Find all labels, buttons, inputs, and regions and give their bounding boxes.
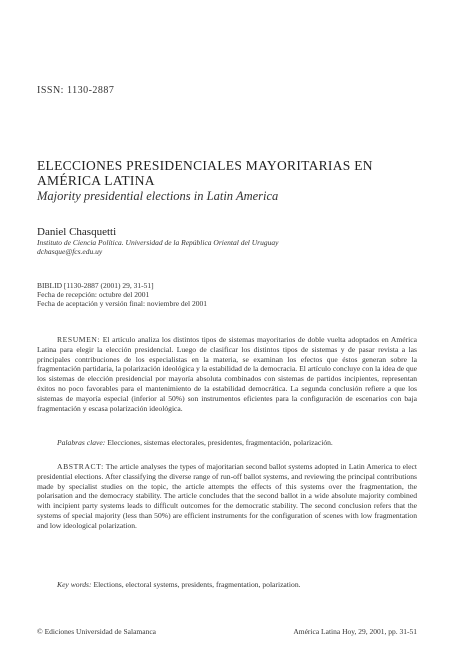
biblid-line: BIBLID [1130-2887 (2001) 29, 31-51]	[37, 281, 154, 290]
footer-journal: América Latina Hoy, 29, 2001, pp. 31-51	[293, 627, 417, 636]
resumen-paragraph	[37, 335, 417, 413]
abstract-paragraph	[37, 462, 417, 531]
resumen-lead: RESUMEN:	[57, 335, 101, 344]
palabras-clave	[37, 438, 417, 448]
abstract-lead: ABSTRACT:	[57, 462, 104, 471]
received-date: Fecha de recepción: octubre del 2001	[37, 290, 150, 299]
key-words	[37, 580, 417, 590]
author-email: dchasque@fcs.edu.uy	[37, 247, 103, 256]
footer-publisher: © Ediciones Universidad de Salamanca	[37, 627, 156, 636]
biblio-block	[37, 281, 417, 308]
author-affiliation: Instituto de Ciencia Política. Universidad de la República Oriental del Uruguay	[37, 238, 279, 247]
key-words-label: Key words:	[57, 580, 92, 589]
author-name: Daniel Chasquetti	[37, 226, 117, 238]
article-title-english: Majority presidential elections in Latin America	[37, 189, 279, 203]
palabras-clave-text: Elecciones, sistemas electorales, presidentes, fragmentación, polarización.	[107, 438, 333, 447]
key-words-text: Elections, electoral systems, presidents, fragmentation, polarization.	[93, 580, 301, 589]
page-footer	[37, 627, 417, 636]
issn: ISSN: 1130-2887	[37, 85, 115, 96]
author-affiliation-block	[37, 238, 417, 256]
article-title: ELECCIONES PRESIDENCIALES MAYORITARIAS EN AMÉRICA LATINA	[37, 158, 373, 188]
abstract-text: The article analyses the types of majoritarian second ballot systems adopted in Latin America to elect presidential elections. After classifying the diverse range of run-off ballot systems, and reviewing the principal contributions made by specialist studies on the topic, the article attempts the effects of this systems over the fragmentation, the polarisation and the democracy stability. The article concludes that the second ballot in a wide absolute majority combined with incipient party systems leads to difficult outcomes for the democratic stability. The second conclusion refers that the systems of special majority (less than 50%) are efficient instruments for the configuration of scenes with low fragmentation and low ideological polarization.	[37, 462, 418, 530]
palabras-clave-label: Palabras clave:	[57, 438, 106, 447]
accepted-date: Fecha de aceptación y versión final: noviembre del 2001	[37, 299, 207, 308]
resumen-text: El artículo analiza los distintos tipos de sistemas mayoritarios de doble vuelta adoptados en América Latina para elegir la elección presidencial. Luego de clasificar los distintos tipos de sistemas y de pasar revista a las principales contribuciones de los especialistas en la materia, se examinan los efectos que éstos generan sobre la fragmentación partidaria, la polarización ideológica y la estabilidad de la democracia. El artículo concluye con la idea de que los sistemas de elección presidencial por mayoría absoluta combinados con sistemas de partidos incipientes, representan éxitos no poco favorables para el mantenimiento de la estabilidad democrática. La segunda conclusión refiere a que los sistemas de mayoría especial (inferior al 50%) son instrumentos eficientes para la configuración de escenarios con baja fragmentación y escasa polarización ideológica.	[37, 335, 417, 413]
